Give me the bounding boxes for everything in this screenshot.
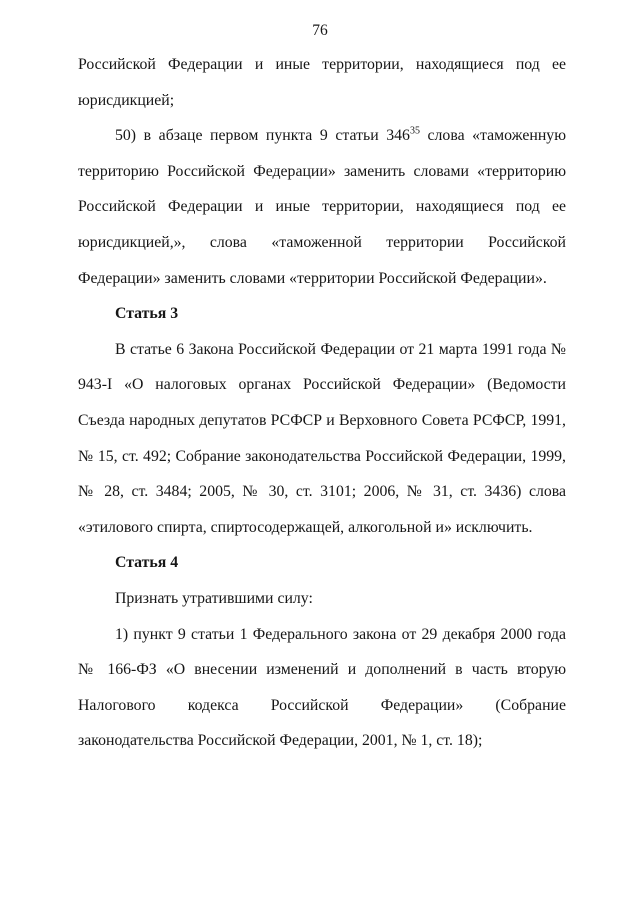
item50-text-before-sup: 50) в абзаце первом пункта 9 статьи 346 bbox=[115, 127, 410, 145]
paragraph-continuation: Российской Федерации и иные территории, находящиеся под ее юрисдикцией; bbox=[78, 56, 566, 109]
page-content bbox=[78, 47, 566, 759]
item50-superscript: 35 bbox=[409, 125, 420, 137]
page-number: 76 bbox=[312, 22, 328, 39]
article-4-heading: Статья 4 bbox=[115, 554, 179, 572]
article-4-intro: Признать утратившими силу: bbox=[115, 589, 313, 607]
article-4-item-1: 1) пункт 9 статьи 1 Федерального закона от 29 декабря 2000 года № 166-ФЗ «О внесении изменений и дополнений в часть вторую Налогового кодекса Российской Федерации» (Собрание законодательства Российской Федерации, 2001, № 1, ст. 18); bbox=[78, 625, 566, 750]
article-3-body: В статье 6 Закона Российской Федерации от 21 марта 1991 года № 943-I «О налоговых органах Российской Федерации» (Ведомости Съезда народных депутатов РСФСР и Верховного Совета РСФСР, 1991, № 15, ст. 492; Собрание законодательства Российской Федерации, 1999, № 28, ст. 3484; 2005, № 30, ст. 3101; 2006, № 31, ст. 3436) слова «этилового спирта, спиртосодержащей, алкогольной и» исключить. bbox=[78, 340, 566, 536]
paragraph-item-50 bbox=[78, 118, 566, 296]
item50-text-after-sup: слова «таможенную территорию Российской Федерации» заменить словами «территорию Российской Федерации и иные территории, находящиеся под ее юрисдикцией,», слова «таможенной территории Российской Федерации» заменить словами «территории Российской Федерации». bbox=[78, 127, 566, 287]
article-3-heading: Статья 3 bbox=[115, 305, 179, 323]
